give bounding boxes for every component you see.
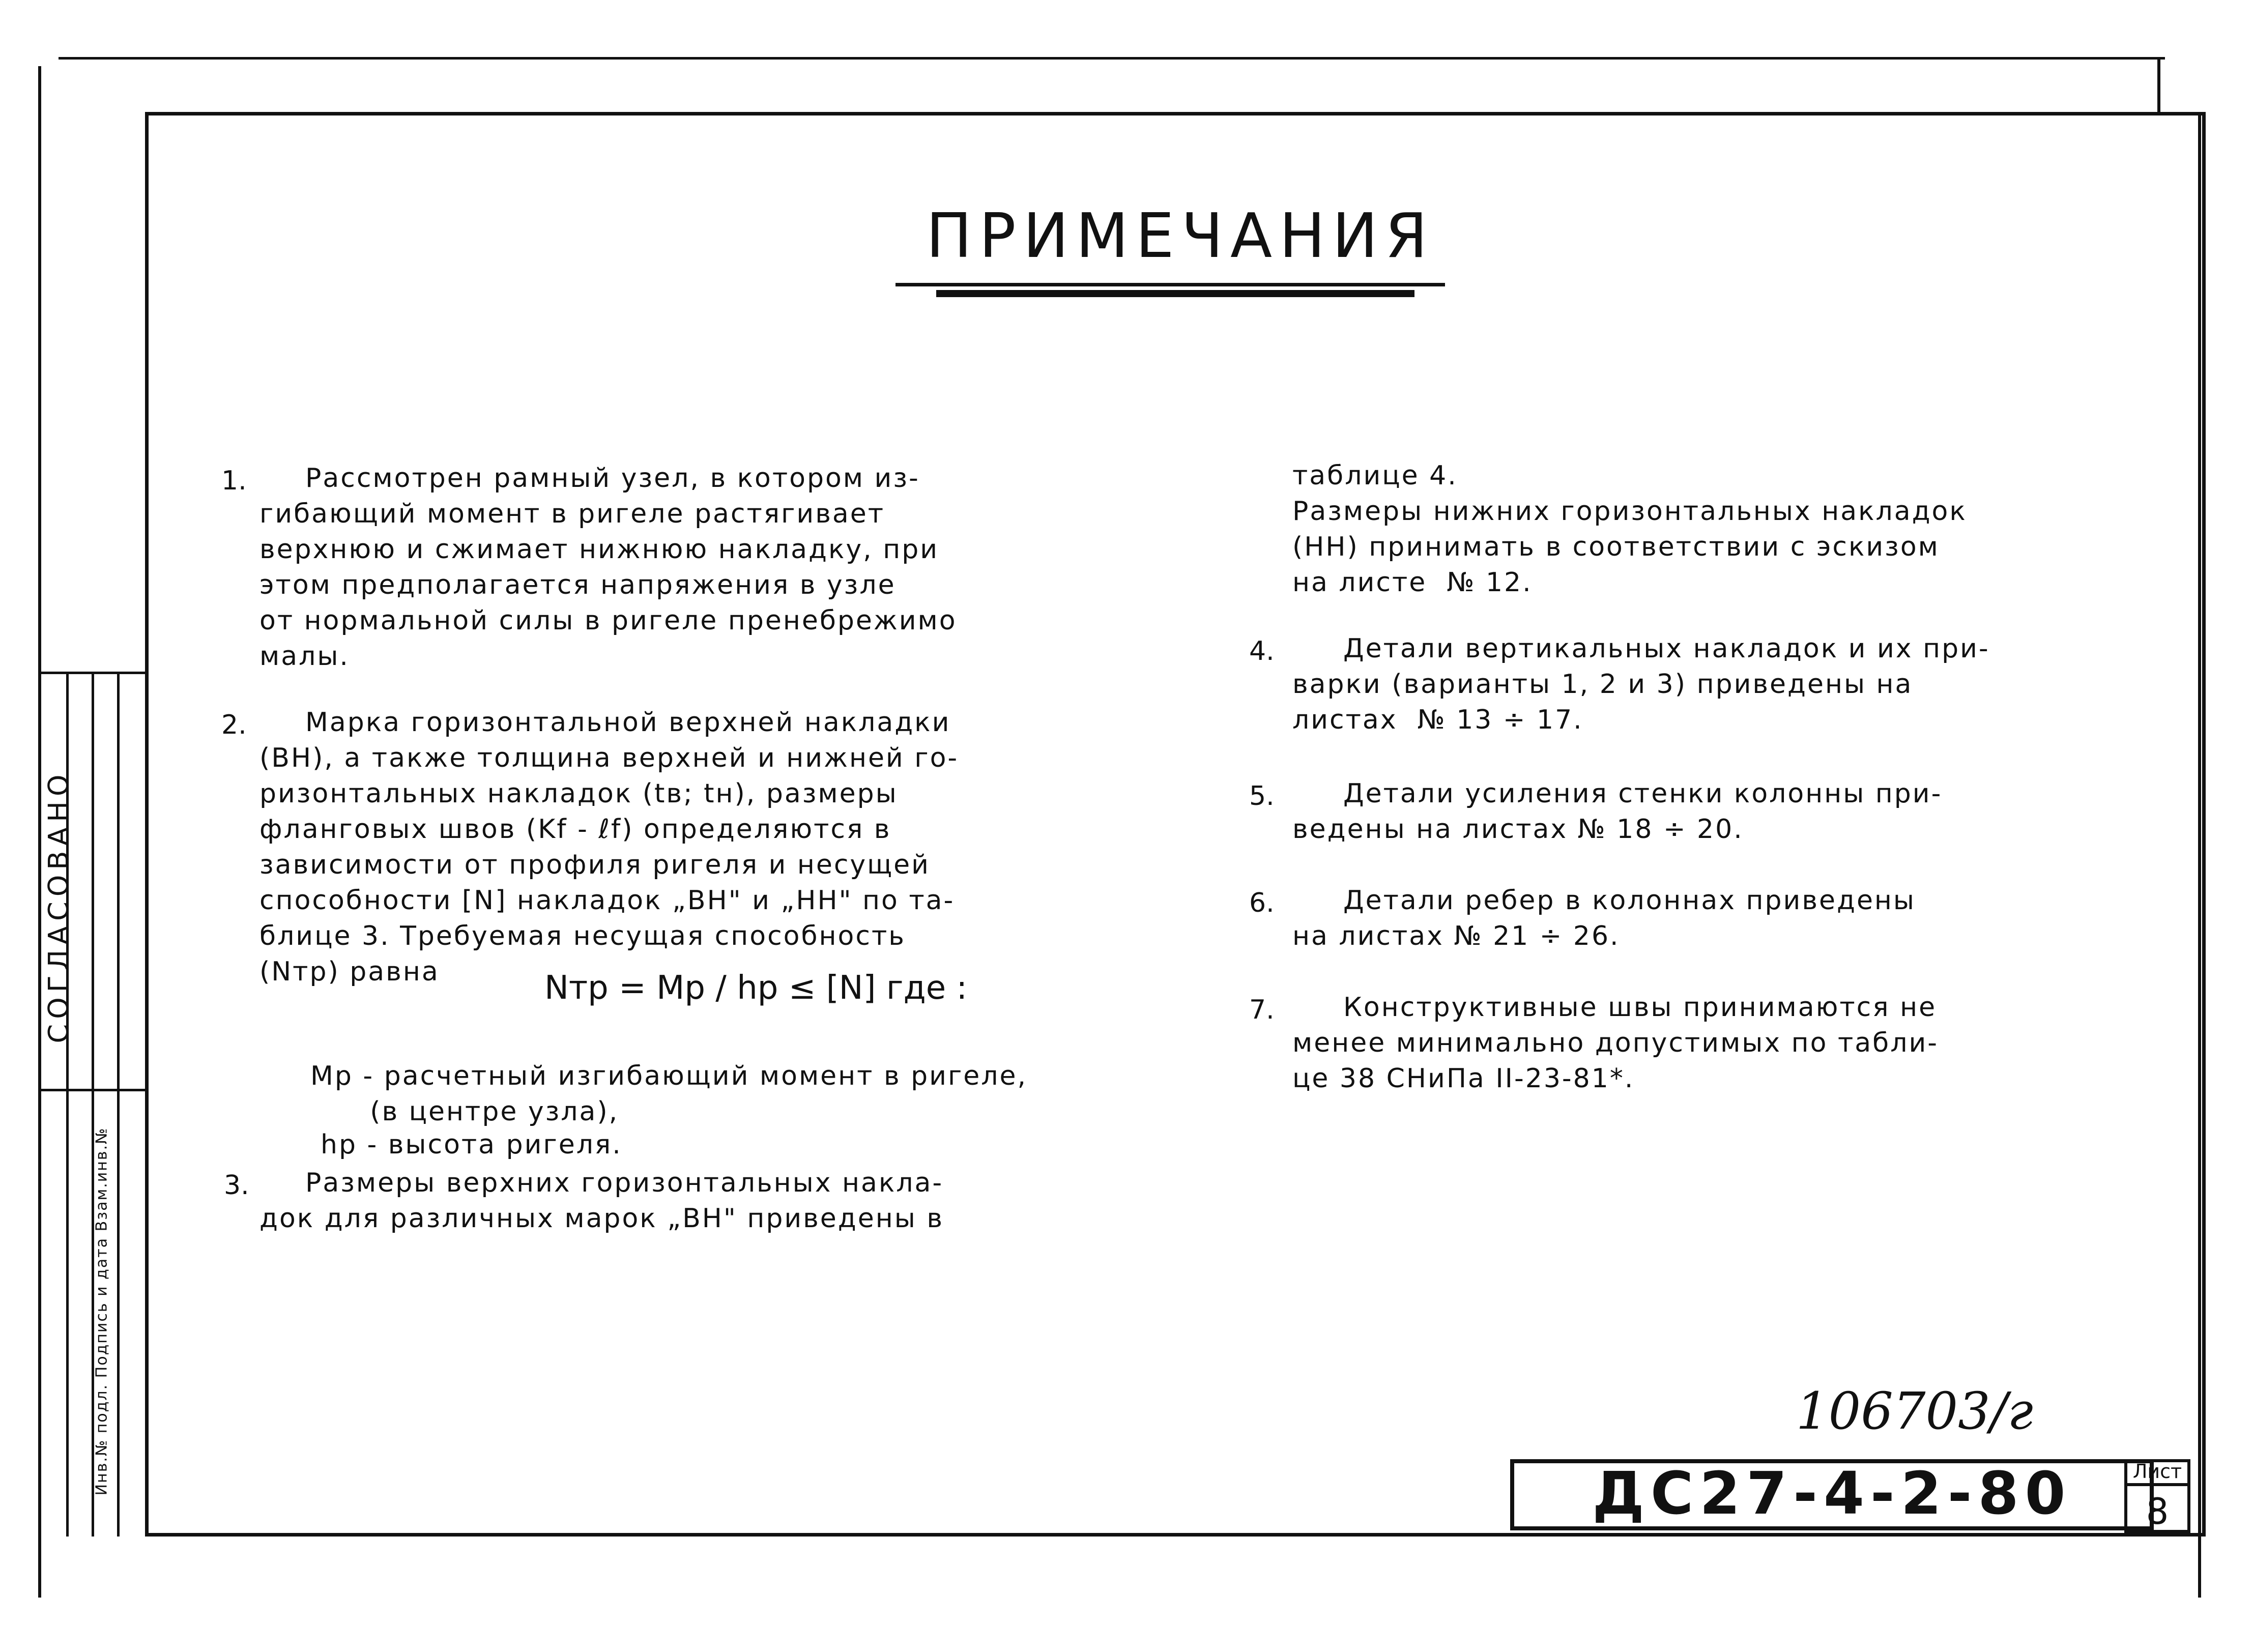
inventory-number: 106703/г (1796, 1381, 2033, 1441)
note-2-formula: Nтр = Mр / hр ≤ [N] где : (544, 969, 967, 1007)
agreed-label: СОГЛАСОВАНО (42, 769, 75, 1044)
note-6-number: 6. (1249, 888, 1275, 918)
page-title: ПРИМЕЧАНИЯ (926, 201, 1435, 272)
sheet-left-border (38, 66, 41, 1598)
sheet-number: 8 (2146, 1491, 2169, 1532)
title-underline (896, 283, 1445, 286)
side-stamp-inventory (86, 1094, 117, 1542)
note-4-text: Детали вертикальных накладок и их при- варки (варианты 1, 2 и 3) приведены на листах № 13 ÷ 17. (1292, 633, 1990, 735)
side-stamp-top (38, 672, 145, 674)
note-1-number: 1. (221, 466, 247, 496)
document-code: ДС27-4-2-80 (1510, 1459, 2154, 1530)
note-2-text: Марка горизонтальной верхней накладки (ВН), а также толщина верхней и нижней го- ризонтальных накладок (tв; tн), размеры фланговых швов (Kf - ℓf) определяются в зависимости от профиля ригеля и несущей способности [N] накладок „ВН" и „НН" по та- блице 3. Требуемая несущая способность (Nтр) равна (259, 707, 959, 987)
side-stamp-col3 (117, 672, 120, 1537)
note-2-def-height: hр - высота ригеля. (321, 1129, 622, 1160)
note-7-text: Конструктивные швы принимаются не менее минимально допустимых по табли- це 38 СНиПа II-23-81*. (1292, 992, 1939, 1094)
sheet-divider (2124, 1483, 2190, 1486)
note-2-number: 2. (221, 710, 247, 740)
note-6-text: Детали ребер в колоннах приведены на листах № 21 ÷ 26. (1292, 885, 1916, 951)
sheet-top-border (59, 57, 2165, 60)
title-underline-thick (936, 290, 1414, 297)
inventory-label: Инв.№ подл. Подпись и дата Взам.инв.№ (93, 1127, 111, 1496)
note-4-number: 4. (1249, 636, 1275, 666)
note-5-number: 5. (1249, 781, 1275, 811)
note-3-number: 3. (224, 1170, 249, 1201)
note-3-continued: таблице 4. Размеры нижних горизонтальных накладок (НН) принимать в соответствии с эскизом на листе № 12. (1292, 460, 1967, 598)
note-5-text: Детали усиления стенки колонны при- ведены на листах № 18 ÷ 20. (1292, 778, 1943, 845)
note-2-def-moment: Mр - расчетный изгибающий момент в ригеле, (в центре узла), (310, 1061, 1028, 1127)
sheet-label: Лист (2132, 1460, 2182, 1483)
side-stamp-divider (38, 1089, 145, 1091)
sheet-right-top-tick (2157, 57, 2160, 113)
note-3-text: Размеры верхних горизонтальных накла- док для различных марок „ВН" приведены в (259, 1168, 944, 1234)
note-1-text: Рассмотрен рамный узел, в котором из- гибающий момент в ригеле растягивает верхнюю и сжимает нижнюю накладку, при этом предполагается напряжения в узле от нормальной силы в ригеле пренебрежимо малы. (259, 463, 957, 672)
note-7-number: 7. (1249, 995, 1275, 1025)
side-stamp-agreed (43, 748, 74, 1063)
